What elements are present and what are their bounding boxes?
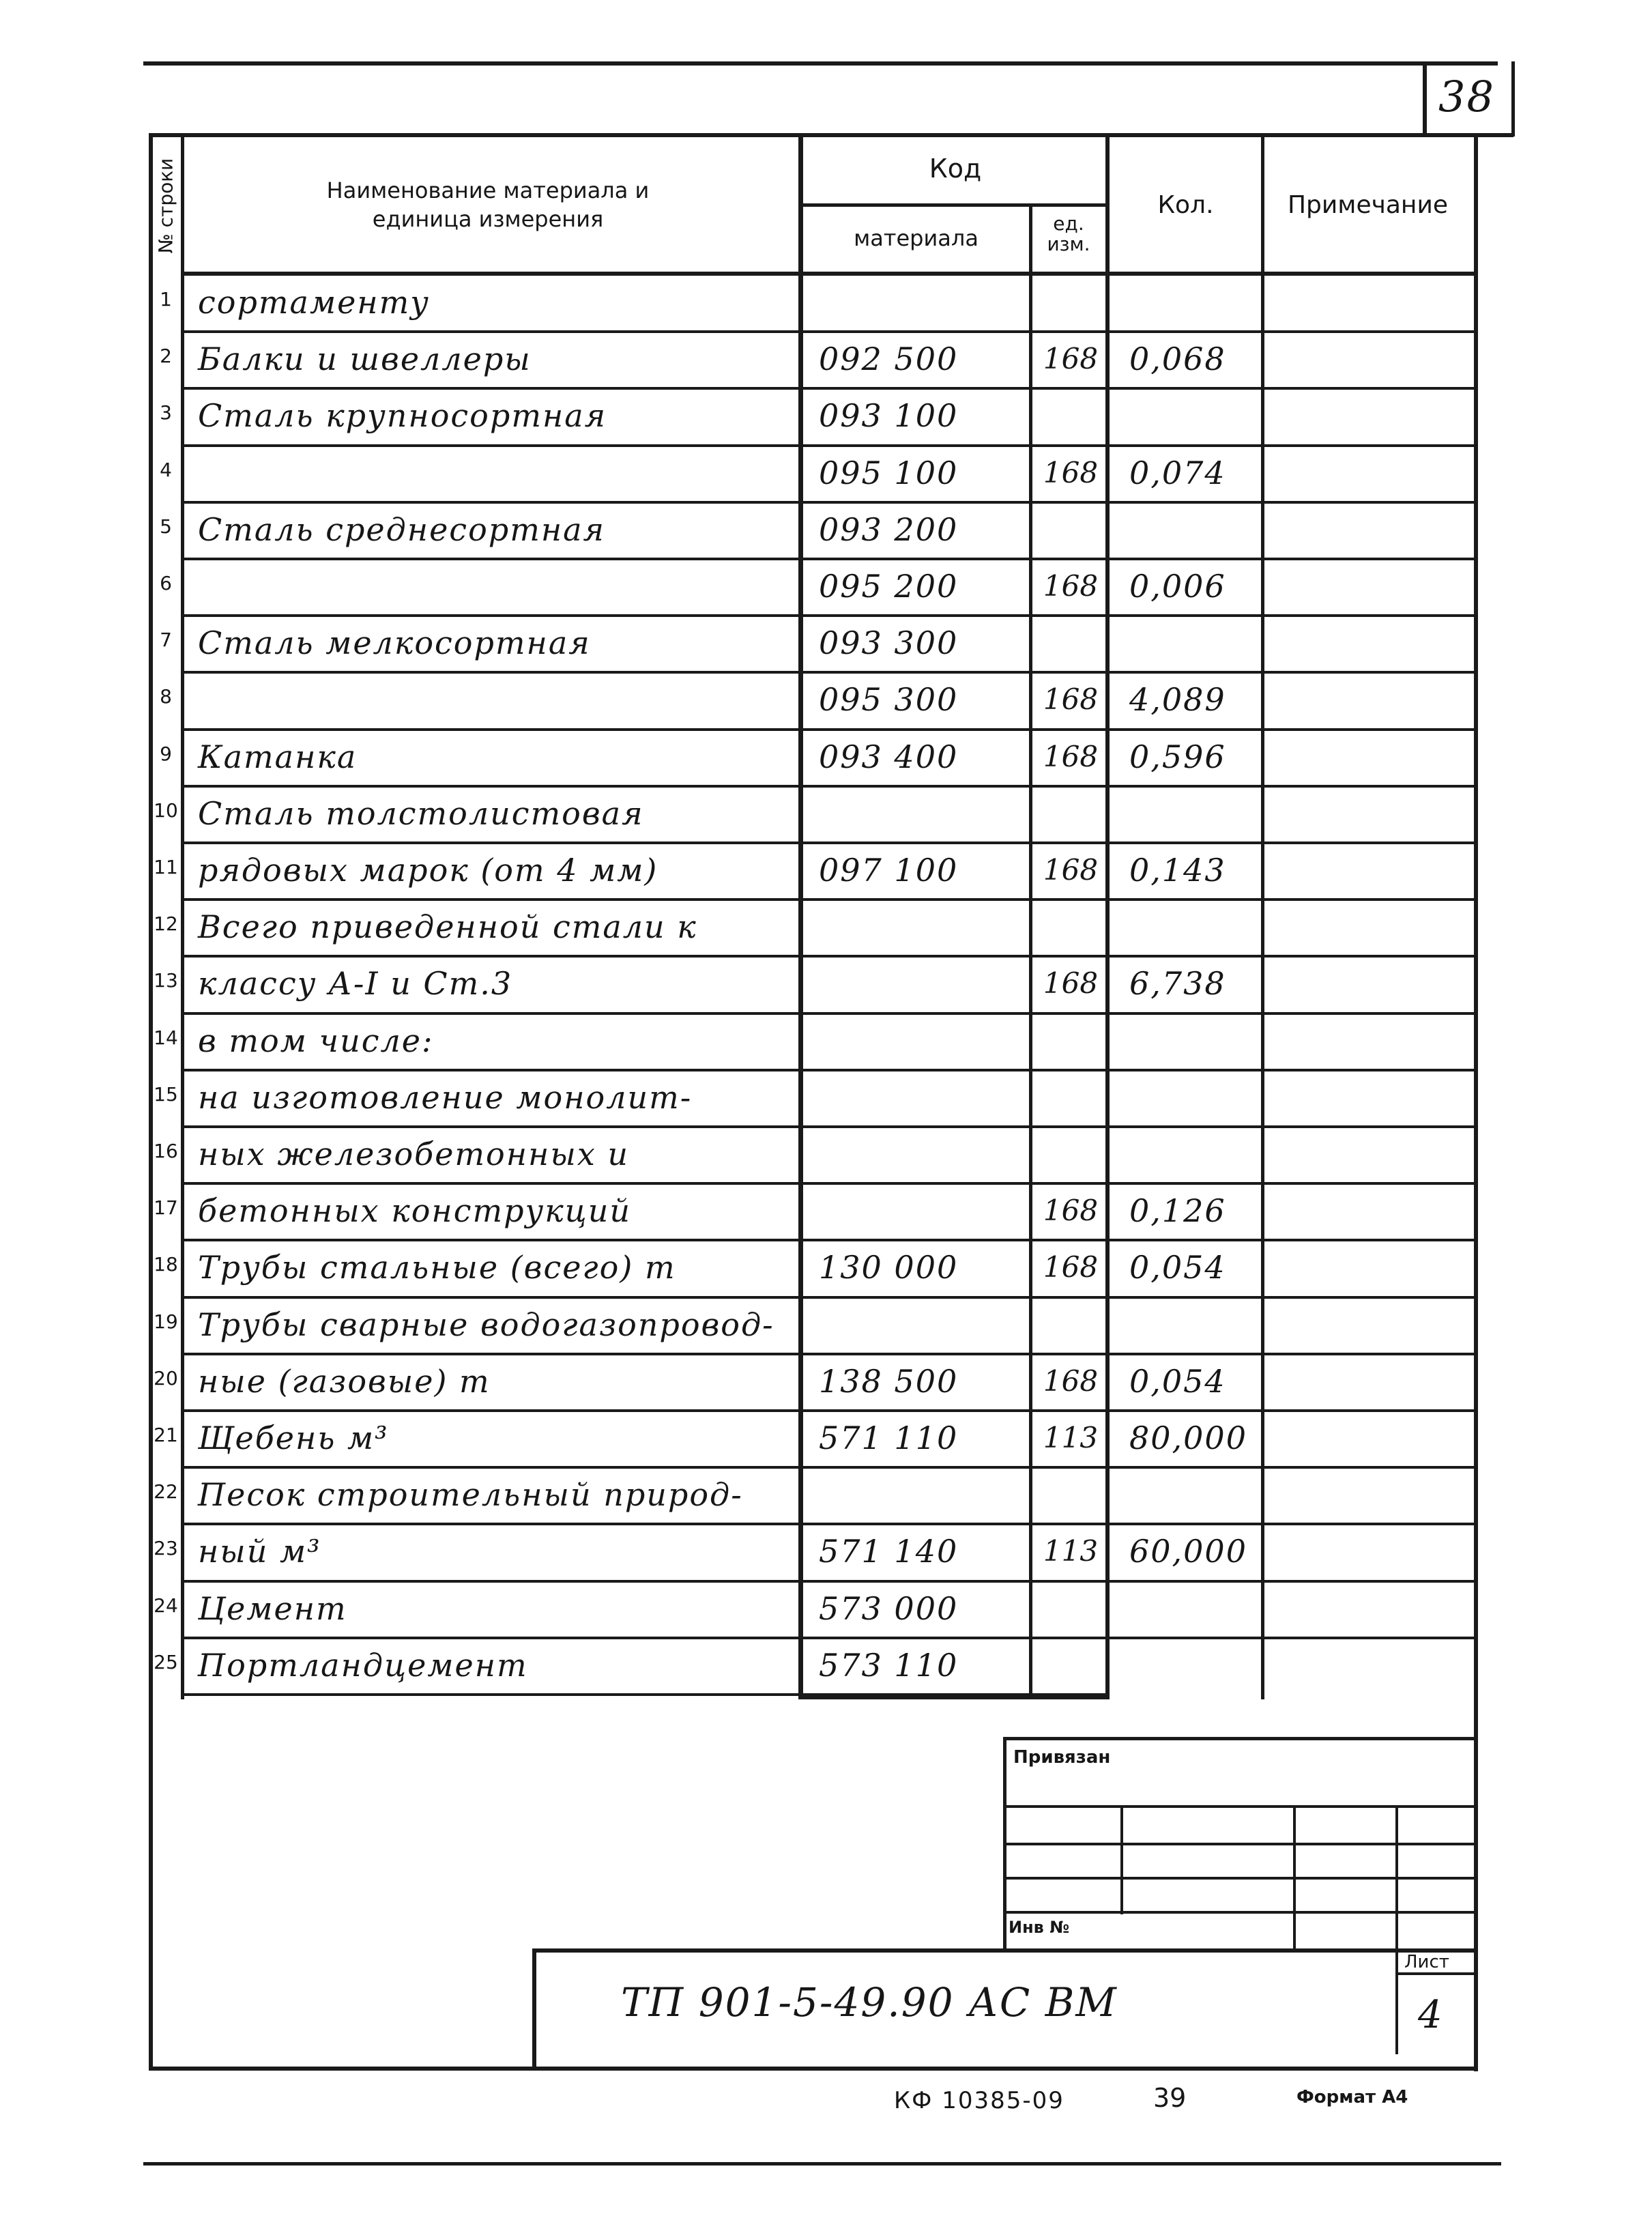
row-divider	[181, 1012, 1474, 1015]
row-number: 2	[160, 345, 172, 368]
stamp-top	[1003, 1737, 1474, 1740]
material-code: 093 200	[819, 510, 959, 548]
header-unit	[1030, 214, 1107, 255]
unit-code: 168	[1043, 1364, 1099, 1398]
quantity-value: 0,596	[1129, 738, 1226, 775]
material-code: 095 300	[819, 681, 959, 719]
unit-label-line1: ед.	[1053, 212, 1084, 235]
stamp-inv-label: Инв №	[1009, 1918, 1070, 1937]
unit-code: 168	[1043, 1250, 1099, 1284]
row-number: 13	[154, 969, 178, 992]
page-top-border	[143, 61, 1498, 66]
col-divider-material	[1029, 203, 1032, 1699]
row-divider	[181, 1239, 1474, 1241]
quantity-value: 0,006	[1129, 568, 1226, 605]
material-code: 095 100	[819, 454, 959, 491]
col-divider-unit	[1105, 135, 1110, 1699]
sheet-number: 4	[1418, 1993, 1444, 2037]
material-name: Катанка	[198, 738, 358, 775]
row-number: 7	[160, 629, 172, 652]
row-divider	[181, 841, 1474, 844]
row-divider	[181, 1182, 1474, 1185]
col-divider-quantity	[1261, 135, 1264, 1699]
material-name: Сталь среднесортная	[198, 510, 606, 548]
designation-left	[532, 1948, 536, 2070]
row-divider	[181, 330, 1474, 333]
frame-right	[1474, 133, 1478, 2071]
material-name: Всего приведенной стали к	[198, 908, 697, 946]
corner-box-right	[1511, 61, 1515, 136]
row-number: 25	[154, 1650, 178, 1673]
row-number: 3	[160, 401, 172, 425]
unit-label-line2: изм.	[1047, 233, 1090, 255]
material-code: 093 100	[819, 397, 959, 435]
row-divider	[181, 444, 1474, 447]
stamp-col-3	[1395, 1805, 1398, 2054]
header-bottom	[181, 272, 1474, 276]
row-number: 20	[154, 1366, 178, 1390]
col-divider-name	[798, 135, 803, 1699]
corner-page-number: 38	[1438, 72, 1495, 121]
unit-code: 168	[1043, 342, 1099, 376]
name-label-line2: единица измерения	[372, 206, 604, 232]
row-number: 12	[154, 912, 178, 936]
material-name: классу А-I и Ст.3	[198, 965, 513, 1003]
material-code: 573 000	[819, 1589, 959, 1627]
row-divider	[181, 1069, 1474, 1071]
quantity-value: 0,068	[1129, 341, 1226, 378]
format-label: Формат А4	[1296, 2087, 1408, 2107]
unit-code: 168	[1043, 682, 1099, 717]
material-name: ный м³	[198, 1533, 321, 1570]
header-row-number	[149, 140, 183, 273]
material-name: сортаменту	[198, 284, 430, 321]
material-name: Цемент	[198, 1589, 347, 1627]
material-name: Сталь толстолистовая	[198, 794, 644, 832]
material-code: 138 500	[819, 1362, 959, 1400]
quantity-value: 80,000	[1129, 1420, 1247, 1456]
material-name: Песок строительный природ-	[198, 1476, 743, 1514]
unit-code: 113	[1043, 1421, 1099, 1454]
row-divider	[181, 1466, 1474, 1469]
material-name: Трубы сварные водогазопровод-	[198, 1306, 774, 1343]
stamp-line-1	[1003, 1805, 1474, 1808]
col-divider-number	[181, 135, 184, 1699]
material-code: 571 110	[819, 1420, 959, 1456]
quantity-value: 0,143	[1129, 852, 1226, 889]
header-code: Код	[929, 154, 982, 184]
frame-bottom	[149, 2067, 1478, 2071]
quantity-value: 60,000	[1129, 1533, 1247, 1570]
row-number: 22	[154, 1480, 178, 1503]
material-code: 130 000	[819, 1249, 959, 1286]
row-number: 1	[160, 288, 172, 311]
unit-code: 168	[1043, 455, 1099, 489]
unit-code: 113	[1043, 1534, 1099, 1568]
unit-code: 168	[1043, 569, 1099, 603]
row-divider	[181, 501, 1474, 504]
row-divider	[181, 1580, 1474, 1583]
row-number: 6	[160, 572, 172, 594]
table-bottom-code	[798, 1695, 1109, 1699]
stamp-linked-label: Привязан	[1013, 1747, 1111, 1768]
row-number: 9	[160, 742, 172, 765]
row-divider	[181, 785, 1474, 788]
row-number: 15	[154, 1082, 178, 1106]
stamp-line-2	[1003, 1843, 1474, 1845]
quantity-value: 0,054	[1129, 1249, 1226, 1286]
row-number: 21	[154, 1424, 178, 1446]
row-divider	[181, 1523, 1474, 1525]
quantity-value: 0,054	[1129, 1362, 1226, 1400]
row-divider	[181, 1409, 1474, 1412]
footer-page: 39	[1153, 2083, 1187, 2113]
material-code: 095 200	[819, 568, 959, 605]
stamp-col-1	[1120, 1805, 1123, 1914]
quantity-value: 6,738	[1129, 965, 1226, 1003]
frame-top	[149, 133, 1513, 137]
material-name: Сталь мелкосортная	[198, 624, 591, 662]
material-name: Трубы стальные (всего) т	[198, 1249, 676, 1286]
material-code: 092 500	[819, 341, 959, 378]
row-divider	[181, 728, 1474, 731]
stamp-line-4	[1003, 1911, 1474, 1914]
row-number: 10	[154, 798, 178, 822]
stamp-line-3	[1003, 1877, 1474, 1880]
header-note: Примечание	[1287, 191, 1449, 219]
material-code: 097 100	[819, 852, 959, 889]
material-name: ных железобетонных и	[198, 1136, 630, 1172]
designation-top	[532, 1948, 1474, 1953]
corner-box-left	[1423, 61, 1427, 136]
material-name: в том числе:	[198, 1022, 434, 1059]
unit-code: 168	[1043, 966, 1099, 1001]
row-number-label: № строки	[154, 158, 177, 254]
row-divider	[181, 671, 1474, 674]
row-divider	[181, 1296, 1474, 1299]
row-number: 23	[154, 1537, 178, 1560]
material-name: на изготовление монолит-	[198, 1078, 693, 1116]
row-number: 11	[154, 856, 178, 878]
page-bottom-border	[143, 2162, 1501, 2165]
unit-code: 168	[1043, 853, 1099, 887]
row-divider	[181, 558, 1474, 560]
material-name: Балки и швеллеры	[198, 341, 532, 378]
material-code: 571 140	[819, 1533, 959, 1570]
row-number: 8	[160, 685, 172, 708]
row-divider	[181, 1125, 1474, 1128]
row-number: 14	[154, 1026, 178, 1049]
row-number: 17	[154, 1196, 178, 1220]
stamp-col-2	[1293, 1805, 1296, 1952]
row-number: 16	[154, 1140, 178, 1162]
quantity-value: 0,126	[1129, 1192, 1226, 1230]
row-divider	[181, 614, 1474, 617]
material-code: 093 300	[819, 624, 959, 662]
name-label-line1: Наименование материала и	[326, 177, 650, 203]
row-number: 4	[160, 458, 172, 481]
unit-code: 168	[1043, 739, 1099, 773]
row-number: 5	[160, 515, 172, 538]
quantity-value: 4,089	[1129, 681, 1226, 719]
archive-code: КФ 10385-09	[894, 2087, 1064, 2114]
row-number: 19	[154, 1310, 178, 1333]
material-name: ные (газовые) т	[198, 1362, 491, 1400]
sheet-divider	[1395, 1972, 1474, 1975]
sheet-label: Лист	[1404, 1952, 1449, 1972]
material-code: 573 110	[819, 1646, 959, 1684]
material-name: Щебень м³	[198, 1420, 389, 1456]
header-name	[188, 176, 788, 233]
row-divider	[181, 1353, 1474, 1355]
material-code: 093 400	[819, 738, 959, 775]
header-quantity: Кол.	[1157, 191, 1214, 219]
row-divider	[181, 898, 1474, 901]
code-subdivider	[802, 203, 1109, 207]
unit-code: 168	[1043, 1194, 1099, 1228]
row-number: 18	[154, 1253, 178, 1276]
document-designation: ТП 901-5-49.90 АС ВМ	[621, 1979, 1118, 2026]
material-name: Сталь крупносортная	[198, 397, 607, 435]
row-number: 24	[154, 1594, 178, 1617]
row-divider	[181, 387, 1474, 390]
material-name: бетонных конструкций	[198, 1192, 632, 1230]
quantity-value: 0,074	[1129, 454, 1226, 491]
row-divider	[181, 955, 1474, 958]
row-divider	[181, 1637, 1474, 1639]
header-material: материала	[854, 225, 979, 251]
material-name: рядовых марок (от 4 мм)	[198, 852, 658, 889]
material-name: Портландцемент	[198, 1646, 528, 1684]
